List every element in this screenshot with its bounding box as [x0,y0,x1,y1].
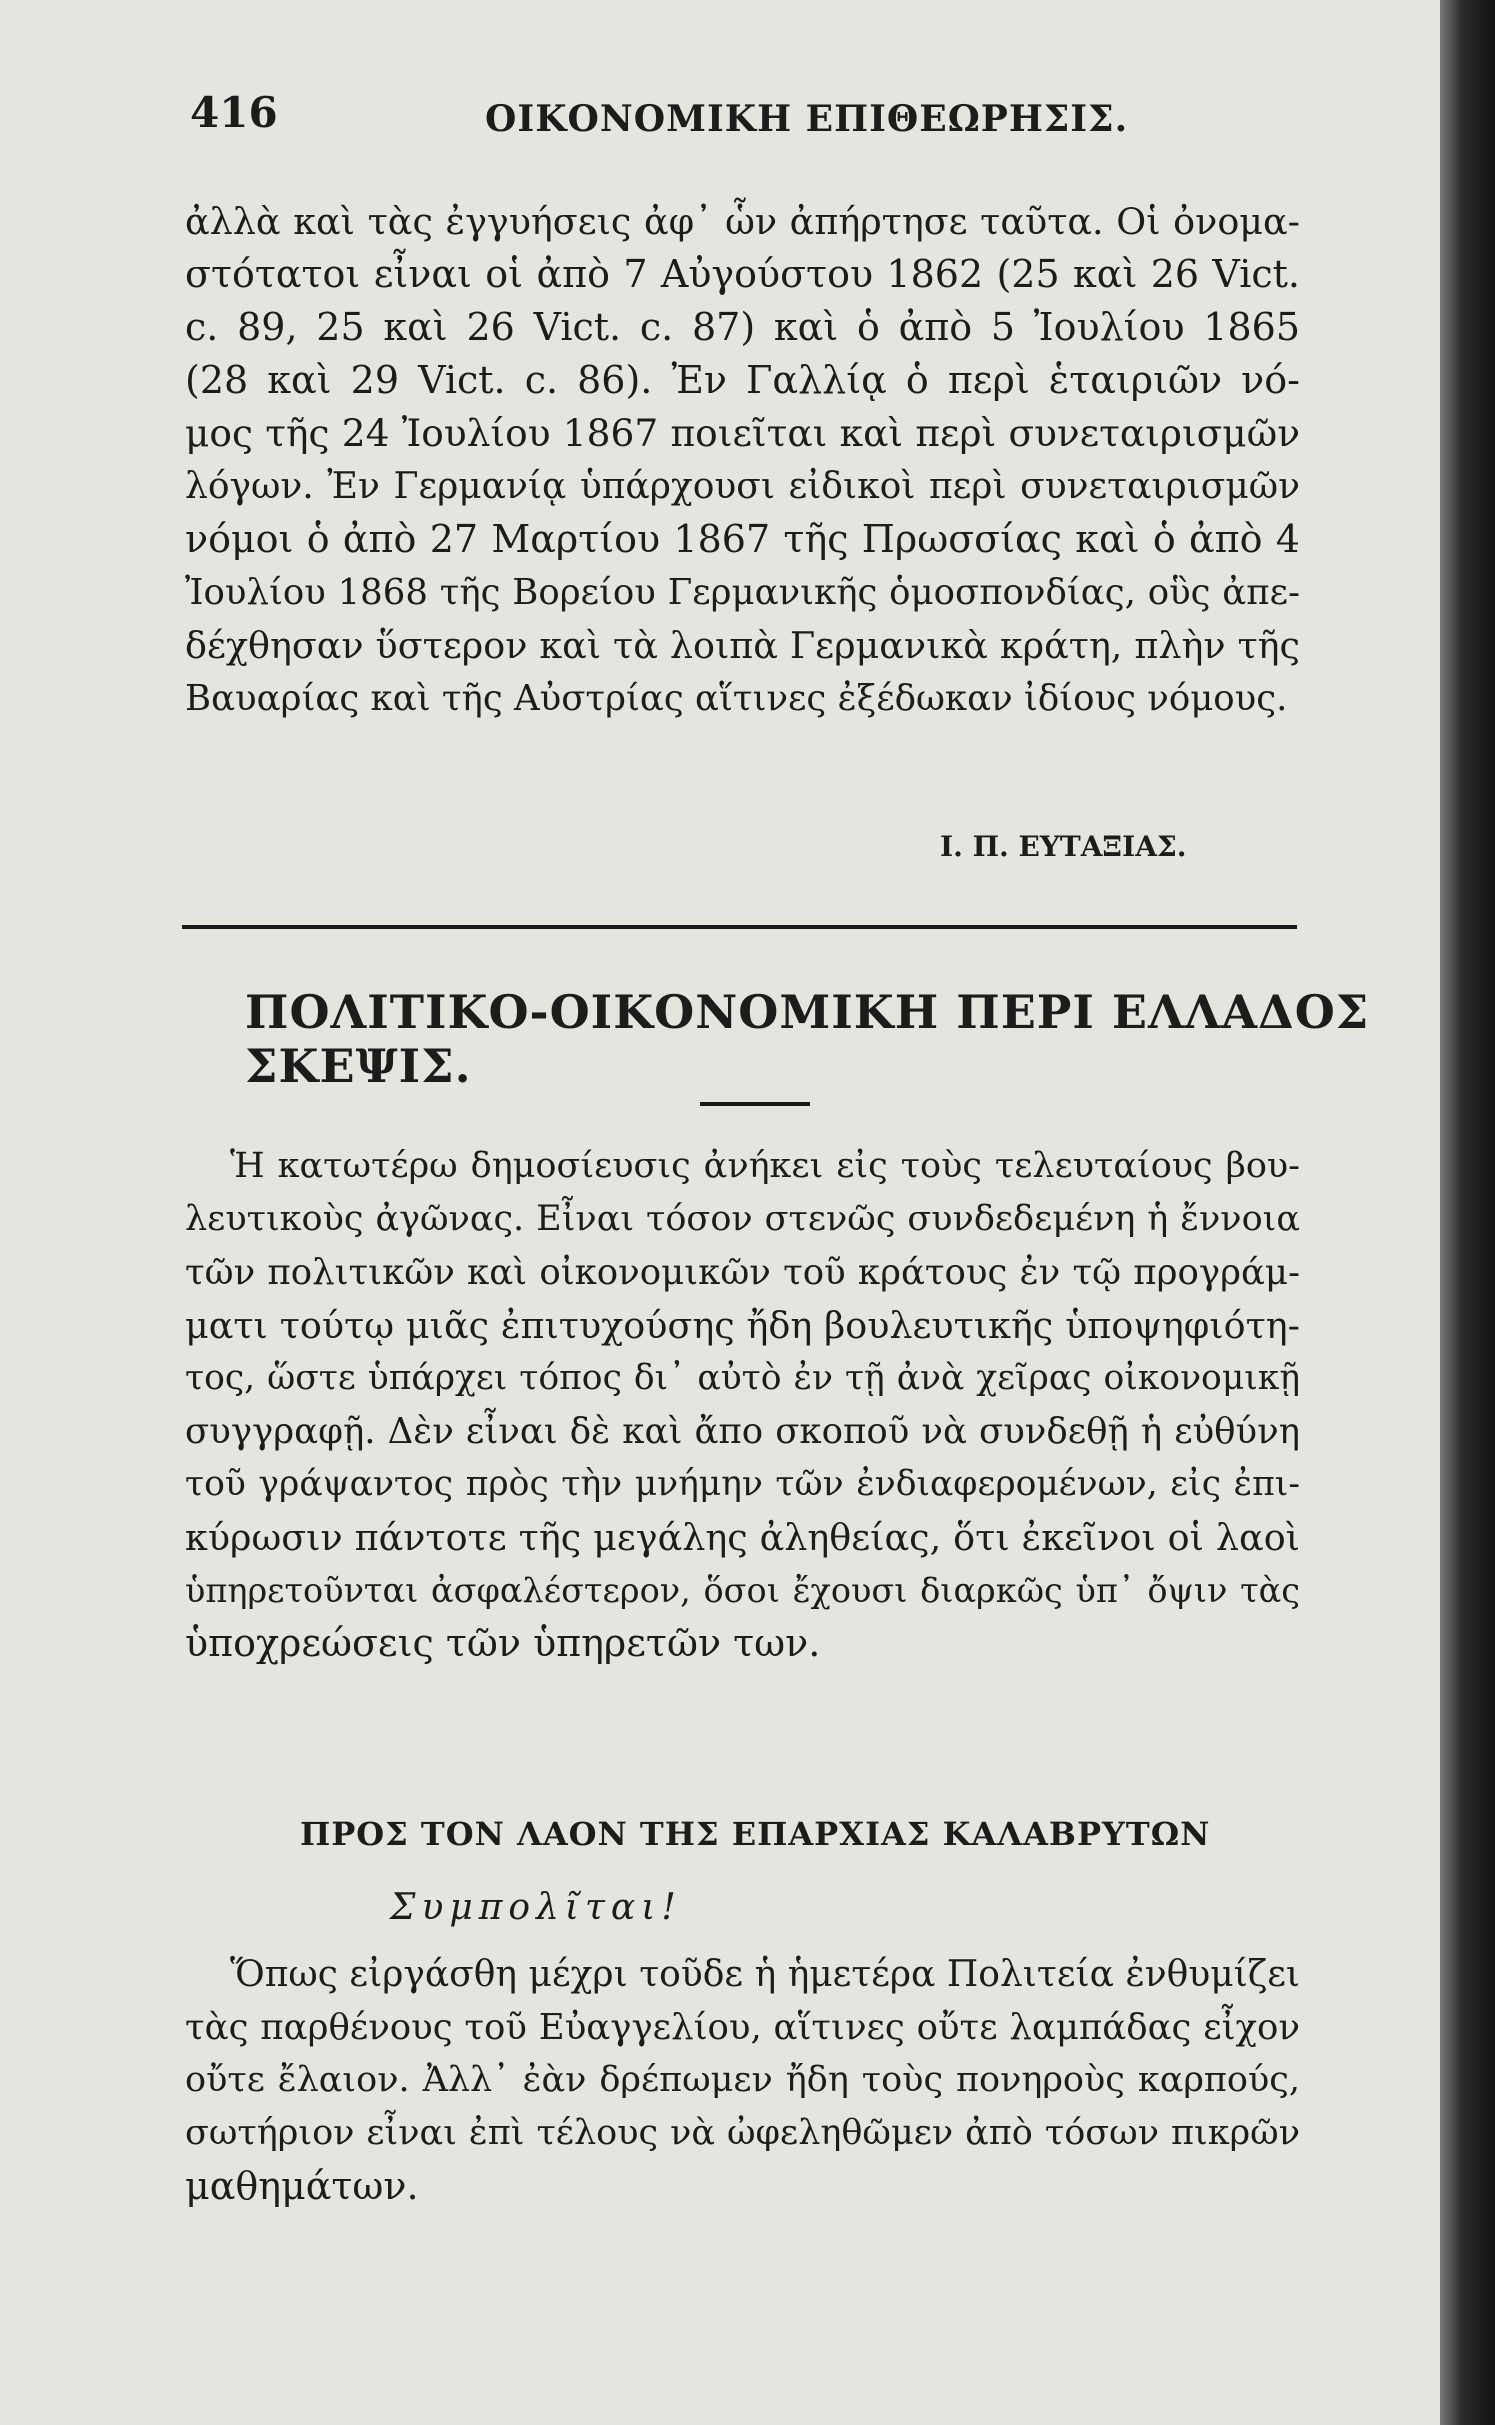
text-line: c. 89, 25 καὶ 26 Vict. c. 87) καὶ ὁ ἀπὸ 5 Ἰουλίου 1865 [185,305,1300,349]
text-line: οὔτε ἔλαιον. Ἀλλ᾽ ἐὰν δρέπωμεν ἤδη τοὺς πονηροὺς καρπούς, [185,2060,1300,2100]
paragraph-3 [185,1948,1300,2213]
text-line: δέχθησαν ὕστερον καὶ τὰ λοιπὰ Γερμανικὰ κράτη, πλὴν τῆς [185,624,1300,667]
text-line: Ἡ κατωτέρω δημοσίευσις ἀνήκει εἰς τοὺς τελευταίους βου- [230,1146,1300,1186]
paragraph-1 [185,195,1300,725]
text-line: λόγων. Ἐν Γερμανίᾳ ὑπάρχουσι εἰδικοὶ περὶ συνεταιρισμῶν [185,466,1300,507]
text-line: ἀλλὰ καὶ τὰς ἐγγυήσεις ἀφ᾽ ὧν ἀπήρτησε ταῦτα. Οἱ ὀνομα- [185,200,1300,243]
text-line: τῶν πολιτικῶν καὶ οἰκονομικῶν τοῦ κράτους ἐν τῷ προγράμ- [185,1252,1300,1293]
page-number: 416 [190,88,278,137]
text-line: κύρωσιν πάντοτε τῆς μεγάλης ἀληθείας, ὅτι ἐκεῖνοι οἱ λαοὶ [185,1516,1300,1559]
text-line: μαθημάτων. [185,2164,419,2208]
text-line: μος τῆς 24 Ἰουλίου 1867 ποιεῖται καὶ περὶ συνεταιρισμῶν [185,411,1300,455]
page-header [190,88,1290,148]
text-line: συγγραφῇ. Δὲν εἶναι δὲ καὶ ἄπο σκοποῦ νὰ συνδεθῇ ἡ εὐθύνη [185,1411,1300,1452]
text-line: Ἰουλίου 1868 τῆς Βορείου Γερμανικῆς ὁμοσπονδίας, οὓς ἀπε- [185,572,1300,613]
running-title: ΟΙΚΟΝΟΜΙΚΗ ΕΠΙΘΕΩΡΗΣΙΣ. [485,98,1129,140]
section-divider [182,925,1297,929]
text-line: στότατοι εἶναι οἱ ἀπὸ 7 Αὐγούστου 1862 (25 καὶ 26 Vict. [185,252,1300,296]
text-line: (28 καὶ 29 Vict. c. 86). Ἐν Γαλλίᾳ ὁ περὶ ἑταιριῶν νό- [185,358,1300,402]
text-line: ὑπηρετοῦνται ἀσφαλέστερον, ὅσοι ἔχουσι διαρκῶς ὑπ᾽ ὄψιν τὰς [185,1571,1300,1610]
text-line: τοῦ γράψαντος πρὸς τὴν μνήμην τῶν ἐνδιαφερομένων, εἰς ἐπι- [185,1464,1300,1504]
text-line: σωτήριον εἶναι ἐπὶ τέλους νὰ ὠφεληθῶμεν ἀπὸ τόσων πικρῶν [185,2113,1300,2153]
salutation: Συμπολῖται! [390,1887,682,1928]
book-spine-shadow [1440,0,1495,2425]
paragraph-2 [185,1140,1300,1670]
author-signature: Ι. Π. ΕΥΤΑΞΙΑΣ. [940,830,1187,863]
section-title: ΠΟΛΙΤΙΚΟ-ΟΙΚΟΝΟΜΙΚΗ ΠΕΡΙ ΕΛΛΑΔΟΣ ΣΚΕΨΙΣ. [245,985,1370,1093]
title-dash [700,1102,810,1106]
text-line: λευτικοὺς ἀγῶνας. Εἶναι τόσον στενῶς συνδεδεμένη ἡ ἔννοια [185,1199,1300,1239]
text-line: ματι τούτῳ μιᾶς ἐπιτυχούσης ἤδη βουλευτικῆς ὑποψηφιότη- [185,1304,1300,1347]
text-line: Ὅπως εἰργάσθη μέχρι τοῦδε ἡ ἡμετέρα Πολιτεία ἐνθυμίζει [230,1954,1300,1995]
text-line: ὑποχρεώσεις τῶν ὑπηρετῶν των. [185,1621,821,1665]
address-heading: ΠΡΟΣ ΤΟΝ ΛΑΟΝ ΤΗΣ ΕΠΑΡΧΙΑΣ ΚΑΛΑΒΡΥΤΩΝ [300,1815,1211,1853]
text-line: Βαυαρίας καὶ τῆς Αὐστρίας αἵτινες ἐξέδωκαν ἰδίους νόμους. [185,678,1288,719]
text-line: τος, ὥστε ὑπάρχει τόπος δι᾽ αὐτὸ ἐν τῇ ἀνὰ χεῖρας οἰκονομικῇ [185,1358,1300,1398]
text-line: νόμοι ὁ ἀπὸ 27 Μαρτίου 1867 τῆς Πρωσσίας καὶ ὁ ἀπὸ 4 [185,517,1300,561]
text-line: τὰς παρθένους τοῦ Εὐαγγελίου, αἵτινες οὔτε λαμπάδας εἶχον [185,2007,1300,2048]
